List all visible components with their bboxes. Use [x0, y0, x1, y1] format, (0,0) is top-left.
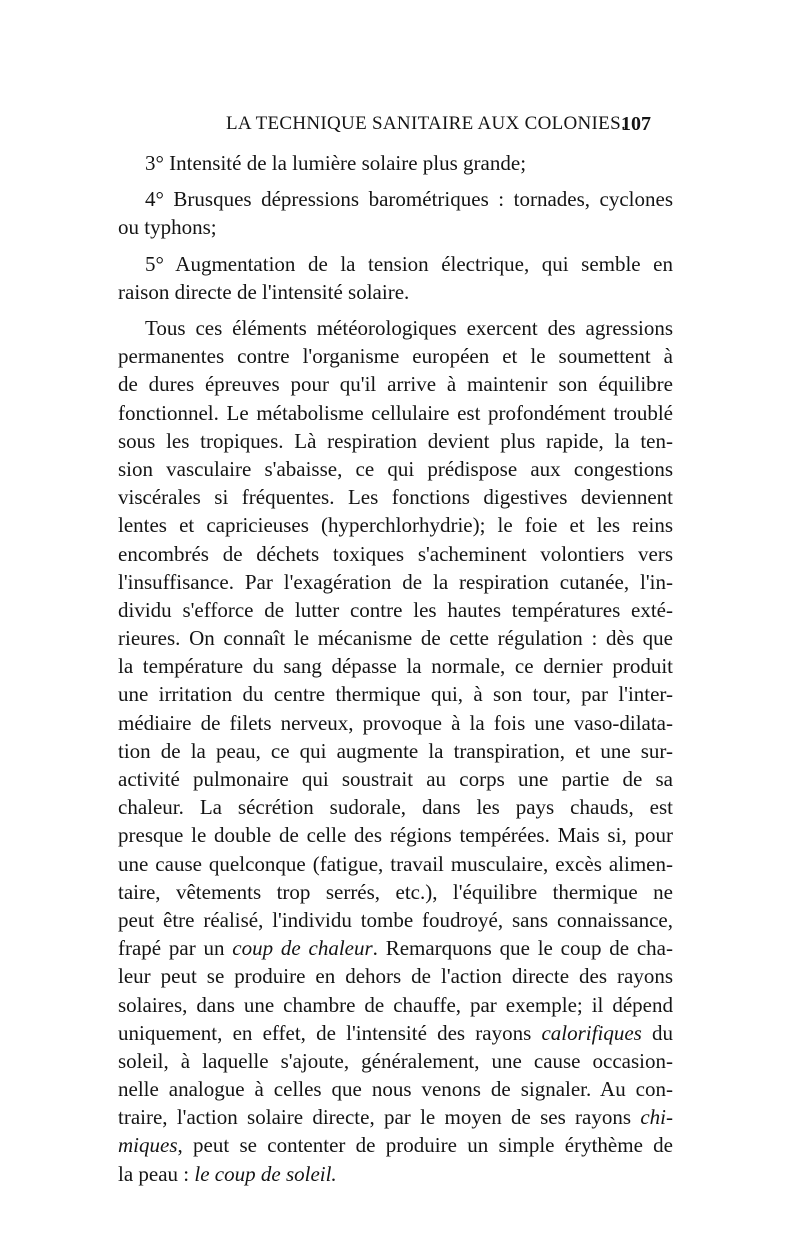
paragraph-line: fonctionnel. Le métabolisme cellulaire est profondément troublé	[118, 400, 673, 425]
line-text: la peau :	[118, 1161, 195, 1186]
paragraph-line	[118, 1019, 673, 1047]
paragraph-line: sous les tropiques. Là respiration devient plus rapide, la ten-	[118, 428, 673, 453]
italic-term-chi: chi-	[640, 1105, 673, 1130]
paragraph-line: viscérales si fréquentes. Les fonctions digestives deviennent	[118, 485, 673, 510]
paragraph-line: rieures. On connaît le mécanisme de cette régulation : dès que	[118, 626, 673, 651]
paragraph-line: tion de la peau, ce qui augmente la transpiration, et une sur-	[118, 738, 673, 763]
paragraph-line: la température du sang dépasse la normale, ce dernier produit	[118, 654, 673, 679]
paragraph-line: activité pulmonaire qui soustrait au corps une partie de sa	[118, 767, 673, 791]
list-item-4-continuation: ou typhons;	[118, 215, 217, 240]
paragraph-line	[118, 1103, 673, 1131]
paragraph-line: encombrés de déchets toxiques s'acheminent volontiers vers	[118, 541, 673, 566]
running-head	[226, 113, 651, 143]
paragraph-line: leur peut se produire en dehors de l'action directe des rayons	[118, 964, 673, 989]
paragraph-line: une irritation du centre thermique qui, à son tour, par l'inter-	[118, 682, 673, 707]
paragraph-line: dividu s'efforce de lutter contre les hautes températures exté-	[118, 597, 673, 622]
paragraph-line: de dures épreuves pour qu'il arrive à maintenir son équilibre	[118, 372, 673, 397]
paragraph-line: presque le double de celle des régions tempérées. Mais si, pour	[118, 823, 673, 848]
line-text: . Remarquons que le coup de cha-	[372, 936, 673, 961]
paragraph-line: une cause quelconque (fatigue, travail musculaire, excès alimen-	[118, 851, 673, 876]
paragraph-last-line	[118, 1160, 673, 1188]
line-text: frapé par un	[118, 936, 233, 961]
line-text: , peut se contenter de produire un simple érythème de	[177, 1133, 673, 1158]
page-number: 107	[621, 113, 651, 135]
paragraph-line: l'insuffisance. Par l'exagération de la respiration cutanée, l'in-	[118, 569, 673, 594]
paragraph-line: Tous ces éléments météorologiques exercent des agressions	[145, 316, 673, 340]
running-title: LA TECHNIQUE SANITAIRE AUX COLONIES.	[226, 113, 626, 134]
paragraph-line	[118, 934, 673, 962]
paragraph-line: médiaire de filets nerveux, provoque à la fois une vaso-dilata-	[118, 710, 673, 735]
paragraph-line: taire, vêtements trop serrés, etc.), l'équilibre thermique ne	[118, 879, 673, 904]
paragraph-line	[118, 1131, 673, 1159]
paragraph-line: nelle analogue à celles que nous venons de signaler. Au con-	[118, 1077, 673, 1102]
paragraph-line: sion vasculaire s'abaisse, ce qui prédispose aux congestions	[118, 456, 673, 481]
italic-term-coup-de-chaleur: coup de chaleur	[232, 936, 373, 961]
list-item-5-continuation: raison directe de l'intensité solaire.	[118, 279, 410, 304]
paragraph-line: soleil, à laquelle s'ajoute, généralement, une cause occasion-	[118, 1048, 673, 1073]
body-paragraph	[118, 314, 673, 1188]
paragraph-line: solaires, dans une chambre de chauffe, par exemple; il dépend	[118, 992, 673, 1017]
paragraph-line: peut être réalisé, l'individu tombe foudroyé, sans connaissance,	[118, 907, 673, 932]
list-item-3: 3° Intensité de la lumière solaire plus grande;	[145, 151, 527, 175]
italic-term-coup-de-soleil: le coup de soleil.	[194, 1161, 337, 1186]
paragraph-line: chaleur. La sécrétion sudorale, dans les pays chauds, est	[118, 795, 673, 820]
italic-term-calorifiques: calorifiques	[541, 1020, 642, 1045]
line-text: uniquement, en effet, de l'intensité des rayons	[118, 1020, 542, 1045]
list-item-4: 4° Brusques dépressions barométriques : tornades, cyclones	[145, 187, 673, 212]
line-text: traire, l'action solaire directe, par le moyen de ses rayons	[118, 1105, 641, 1130]
paragraph-line: permanentes contre l'organisme européen et le soumettent à	[118, 344, 673, 369]
numbered-list	[118, 149, 673, 306]
list-item-5: 5° Augmentation de la tension électrique, qui semble en	[145, 251, 673, 276]
line-text: du	[641, 1020, 673, 1045]
paragraph-line: lentes et capricieuses (hyperchlorhydrie); le foie et les reins	[118, 513, 673, 538]
italic-term-miques: miques	[118, 1133, 178, 1158]
